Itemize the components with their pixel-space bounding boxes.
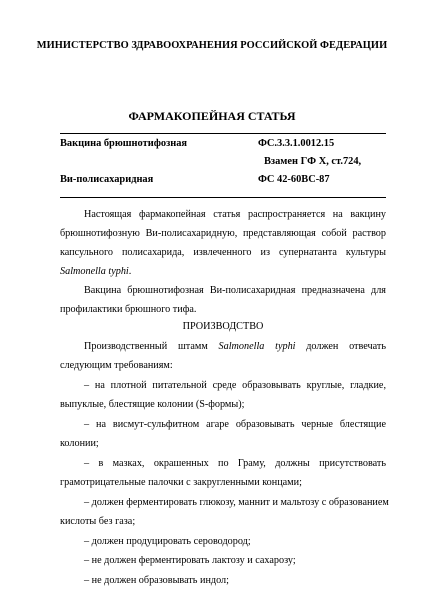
requirement-2-line-2: колонии; bbox=[60, 438, 99, 449]
strain-organism: Salmonella typhi bbox=[218, 341, 296, 352]
requirement-6: – не должен ферментировать лактозу и сахарозу; bbox=[84, 555, 296, 566]
monograph-code: ФС.3.3.1.0012.15 bbox=[258, 138, 335, 149]
document-title: ФАРМАКОПЕЙНАЯ СТАТЬЯ bbox=[128, 109, 296, 123]
paragraph-1-line-2: брюшнотифозную Ви-полисахаридную, представляющая собой раствор bbox=[60, 228, 386, 239]
requirement-1-line-2: выпуклые, блестящие колонии (S-формы); bbox=[60, 399, 245, 410]
paragraph-3-line-1 bbox=[60, 341, 386, 352]
strain-outro: должен отвечать bbox=[306, 341, 387, 352]
paragraph-2-line-2: профилактики брюшного тифа. bbox=[60, 304, 197, 315]
requirement-2-line-1: – на висмут-сульфитном агаре образовывать черные блестящие bbox=[84, 419, 386, 430]
paragraph-3-line-2: следующим требованиям: bbox=[60, 360, 173, 371]
paragraph-1-end: . bbox=[128, 266, 132, 277]
paragraph-2-line-1: Вакцина брюшнотифозная Ви-полисахаридная предназначена для bbox=[84, 285, 386, 296]
section-heading: ПРОИЗВОДСТВО bbox=[182, 321, 264, 332]
fs-reference: ФС 42-60ВС-87 bbox=[258, 174, 330, 185]
requirement-4-line-2: кислоты без газа; bbox=[60, 516, 136, 527]
requirement-3-line-1: – в мазках, окрашенных по Граму, должны присутствовать bbox=[84, 458, 386, 469]
bottom-divider bbox=[60, 197, 386, 198]
requirement-4-line-1: – должен ферментировать глюкозу, маннит и мальтозу с образованием bbox=[84, 497, 389, 508]
paragraph-1-line-1: Настоящая фармакопейная статья распространяется на вакцину bbox=[84, 209, 386, 220]
paragraph-1-line-3: капсульного полисахарида, извлеченного из супернатанта культуры bbox=[60, 247, 386, 258]
top-divider bbox=[60, 133, 386, 134]
requirement-7: – не должен образовывать индол; bbox=[84, 575, 229, 586]
paragraph-1-line-4 bbox=[60, 266, 386, 277]
requirement-3-line-2: грамотрицательные палочки с закругленными концами; bbox=[60, 477, 302, 488]
strain-intro: Производственный штамм bbox=[84, 341, 208, 352]
requirement-5: – должен продуцировать сероводород; bbox=[84, 536, 251, 547]
requirement-1-line-1: – на плотной питательной среде образовывать круглые, гладкие, bbox=[84, 380, 386, 391]
product-name-line1: Вакцина брюшнотифозная bbox=[60, 138, 188, 149]
replaces-reference: Взамен ГФ X, ст.724, bbox=[264, 156, 362, 167]
product-name-line2: Ви-полисахаридная bbox=[60, 174, 154, 185]
ministry-header: МИНИСТЕРСТВО ЗДРАВООХРАНЕНИЯ РОССИЙСКОЙ ФЕДЕРАЦИИ bbox=[36, 40, 388, 51]
organism-name: Salmonella typhi bbox=[60, 266, 129, 277]
